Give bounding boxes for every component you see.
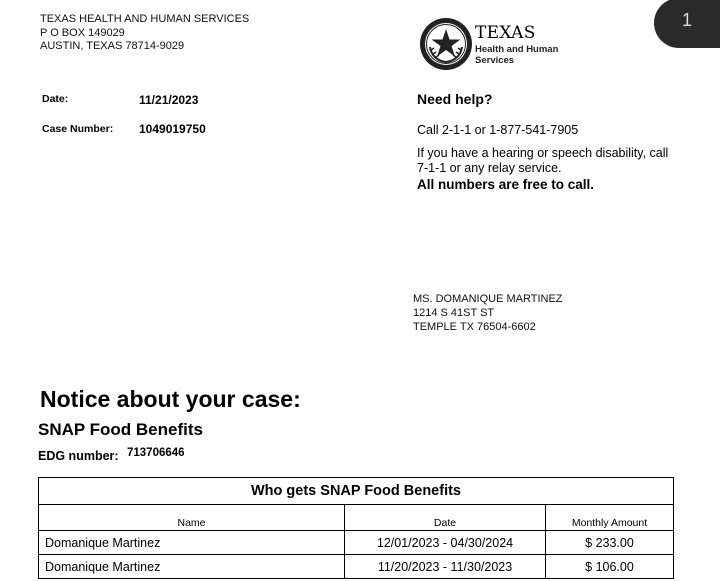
cell-date: 11/20/2023 - 11/30/2023 [345, 555, 546, 579]
cell-name: Domanique Martinez [39, 555, 345, 579]
recipient-address [413, 292, 563, 334]
page-number: 1 [682, 10, 693, 30]
help-free-text: All numbers are free to call. [417, 177, 595, 192]
recipient-street: 1214 S 41ST ST [413, 307, 495, 319]
table-caption: Who gets SNAP Food Benefits [39, 478, 674, 505]
cell-date: 12/01/2023 - 04/30/2024 [345, 531, 546, 555]
column-header-name: Name [39, 505, 345, 531]
date-label: Date: [42, 93, 69, 105]
help-title: Need help? [417, 91, 493, 107]
logo-subtitle-2: Services [475, 55, 515, 66]
texas-seal-icon [419, 17, 473, 71]
table-header-row [39, 505, 674, 531]
sender-line-2: P O BOX 149029 [40, 26, 125, 39]
case-number-label: Case Number: [42, 123, 114, 135]
sender-address [40, 13, 249, 54]
logo-title: TEXAS [475, 23, 536, 43]
date-value: 11/21/2023 [139, 93, 199, 107]
table-row [39, 531, 674, 555]
page-number-badge [654, 0, 720, 48]
cell-name: Domanique Martinez [39, 531, 345, 555]
recipient-city: TEMPLE TX 76504-6602 [413, 321, 536, 333]
cell-amount: $ 106.00 [546, 555, 674, 579]
edg-number-label: EDG number: [38, 449, 119, 463]
notice-heading: Notice about your case: [40, 386, 301, 412]
program-title: SNAP Food Benefits [38, 420, 203, 439]
texas-hhs-logo [419, 17, 559, 71]
edg-number-value: 713706646 [127, 447, 185, 459]
table-row [39, 555, 674, 579]
case-number-value: 1049019750 [139, 122, 206, 136]
cell-amount: $ 233.00 [546, 531, 674, 555]
sender-line-1: TEXAS HEALTH AND HUMAN SERVICES [40, 13, 250, 25]
help-disability-text: If you have a hearing or speech disability, call 7-1-1 or any relay service. [417, 146, 669, 175]
column-header-date: Date [345, 505, 546, 531]
recipient-name: MS. DOMANIQUE MARTINEZ [413, 293, 563, 305]
logo-subtitle-1: Health and Human [475, 44, 559, 55]
sender-line-3: AUSTIN, TEXAS 78714-9029 [40, 40, 185, 52]
column-header-amount: Monthly Amount [546, 505, 674, 531]
help-phone-text: Call 2-1-1 or 1-877-541-7905 [417, 123, 579, 137]
benefits-table [38, 477, 674, 579]
